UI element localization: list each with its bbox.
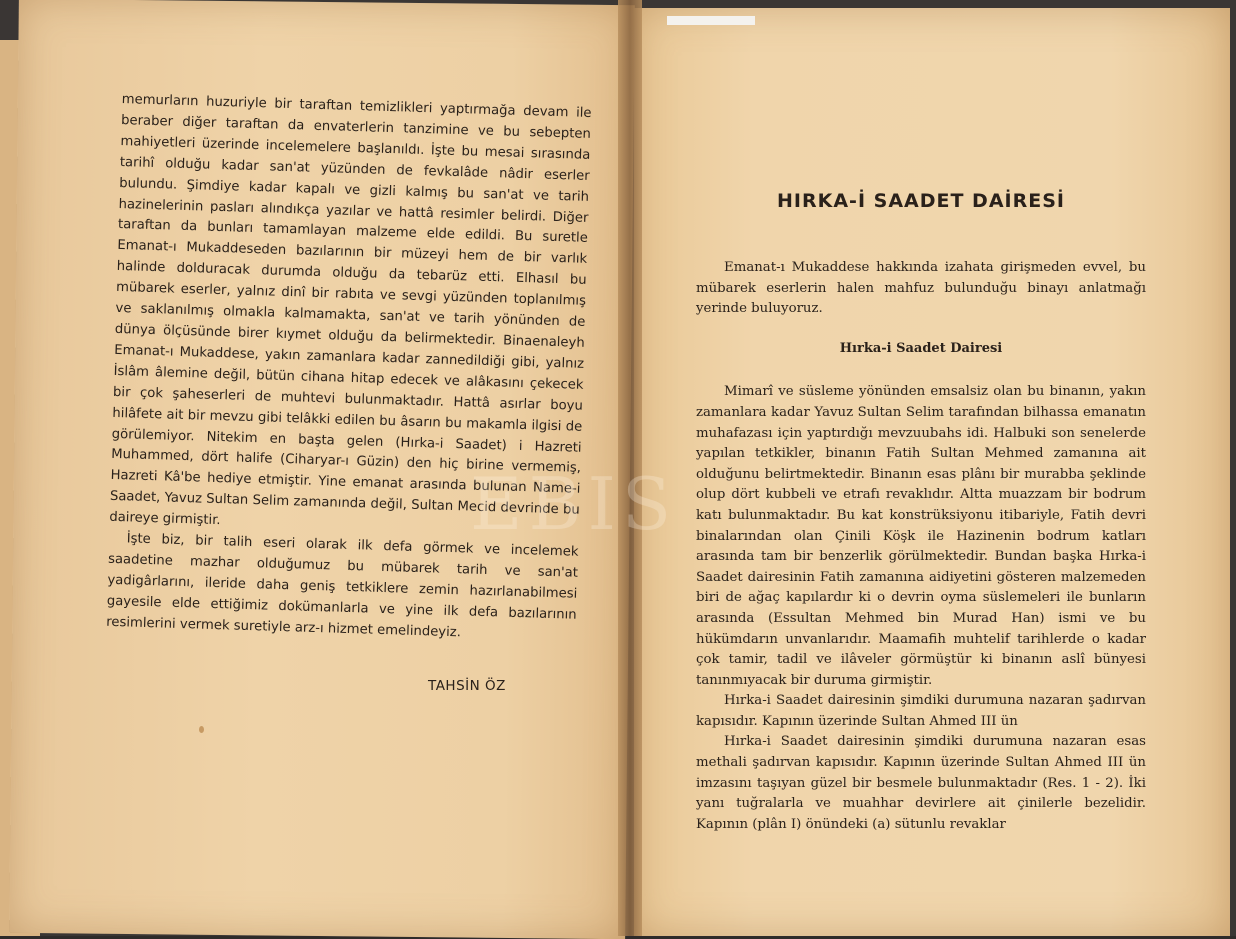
- chapter-title: HIRKA-İ SAADET DAİRESİ: [777, 190, 1065, 212]
- right-paragraph-1: Mimarî ve süsleme yönünden emsalsiz olan bu binanın, yakın zamanlara kadar Yavuz Sultan Selim tarafından bilhassa emanatın muhafazası için yaptırdığı mevzuubahs idi. Halbuki son senelerde yapılan tetkikler, binanın Fatih Sultan Mehmed zamanına ait olduğunu belirtmektedir. Binanın esas plânı bir murabba şeklinde olup dört kubbeli ve etrafı revaklıdır. Altta muazzam bir bodrum katı bulunmaktadır. Bu kat konstrüksiyonu itibariyle, Fatih devri binalarından olan Çinili Köşk ile Hazinenin bodrum katları arasında tam bir benzerlik görülmektedir. Bundan başka Hırka-i Saadet dairesinin Fatih zamanına aidiyetini gösteren malzemeden biri de ağaç kapılardır ki o devrin oyma süslemeleri ile bunların arasında (Essultan Mehmed bin Murad Han) ismi ve bu hükümdarın unvanlarıdır. Maamafih muhtelif tarihlerde o kadar çok tamir, tadil ve ilâveler görmüştür ki binanın aslî bünyesi tanınmıyacak bir duruma girmiştir.: [696, 384, 1146, 688]
- author-signature: TAHSİN ÖZ: [428, 678, 506, 694]
- left-paragraph-2: İşte biz, bir talih eseri olarak ilk defa görmek ve incelemek saadetine mazhar olduğumuz bu mübarek tarih ve san'at yadigârlarını, ileride daha geniş tetkiklere zemin hazırlanabilmesi gayesile elde ettiğimiz dokümanlarla ve yine ilk defa bazılarının resimlerini vermek suretiyle arz-ı hizmet emelindeyiz.: [105, 531, 579, 640]
- paper-spot: [199, 726, 204, 733]
- section-subtitle: Hırka-i Saadet Dairesi: [839, 340, 1003, 356]
- right-page-text: [696, 190, 1146, 835]
- intro-paragraph: Emanat-ı Mukaddese hakkında izahata girişmeden evvel, bu mübarek eserlerin halen mahfuz bulunduğu binayı anlatmağı yerinde buluyoruz.: [696, 260, 1146, 317]
- left-page-text: [106, 90, 592, 647]
- left-paragraph-1: memurların huzuriyle bir taraftan temizlikleri yaptırmağa devam ile beraber diğer taraftan da envaterlerin tanzimine ve bu sebepten mahiyetleri üzerinde incelemelere başlanıldı. İşte bu mesai sırasında tarihî olduğu kadar san'at yüzünden de fevkalâde nâdir eserler bulundu. Şimdiye kadar kapalı ve gizli kalmış bu san'at ve tarih hazinelerinin pasları alındıkça yazılar ve hattâ resimler belirdi. Diğer taraftan da bunları tamamlayan malzeme elde edildi. Bu suretle Emanat-ı Mukaddeseden bazılarının bir müzeyi hem de bir varlık halinde dolduracak durumda olduğu da tebarüz etti. Elhasıl bu mübarek eserler, yalnız dinî bir rabıta ve sevgi yüzünden toplanılmış ve saklanılmış olmakla kalmamakta, san'at ve tarih yönünden de dünya ölçüsünde birer kıymet olduğu da belirmektedir. Binaenaleyh Emanat-ı Mukaddese, yakın zamanlara kadar zannedildiği gibi, yalnız İslâm âlemine değil, bütün cihana hitap edecek ve alâkasını çekecek bir çok şaheserleri de muhtevi bulunmaktadır. Hattâ asırlar boyu hilâfete ait bir mevzu gibi telâkki edilen bu âsarın bu makamla ilgisi de görülemiyor. Nitekim en başta gelen (Hırka-i Saadet) i Hazreti Muhammed, dört halife (Ciharyar-ı Güzin) den hiç birine vermemiş, Hazreti Kâ'be hediye etmiştir. Yine emanat arasında bulunan Name-i Saadet, Yavuz Sultan Selim zamanında değil, Sultan Mecid devrinde bu daireye girmiştir.: [109, 91, 592, 529]
- paper-tag: [667, 16, 755, 25]
- watermark: EBIS: [470, 462, 678, 546]
- right-paragraph-2: Hırka-i Saadet dairesinin şimdiki durumuna nazaran şadırvan kapısıdır. Kapının üzerinde Sultan Ahmed III ün: [696, 693, 1146, 729]
- right-paragraph-3: Hırka-i Saadet dairesinin şimdiki durumuna nazaran esas methali şadırvan kapısıdır. Kapının üzerinde Sultan Ahmed III ün imzasını taşıyan güzel bir besmele bulunmaktadır (Res. 1 - 2). İki yanı tuğralarla ve muahhar devirlere ait çinilerle bezelidir. Kapının (plân I) önündeki (a) sütunlu revaklar: [696, 734, 1146, 832]
